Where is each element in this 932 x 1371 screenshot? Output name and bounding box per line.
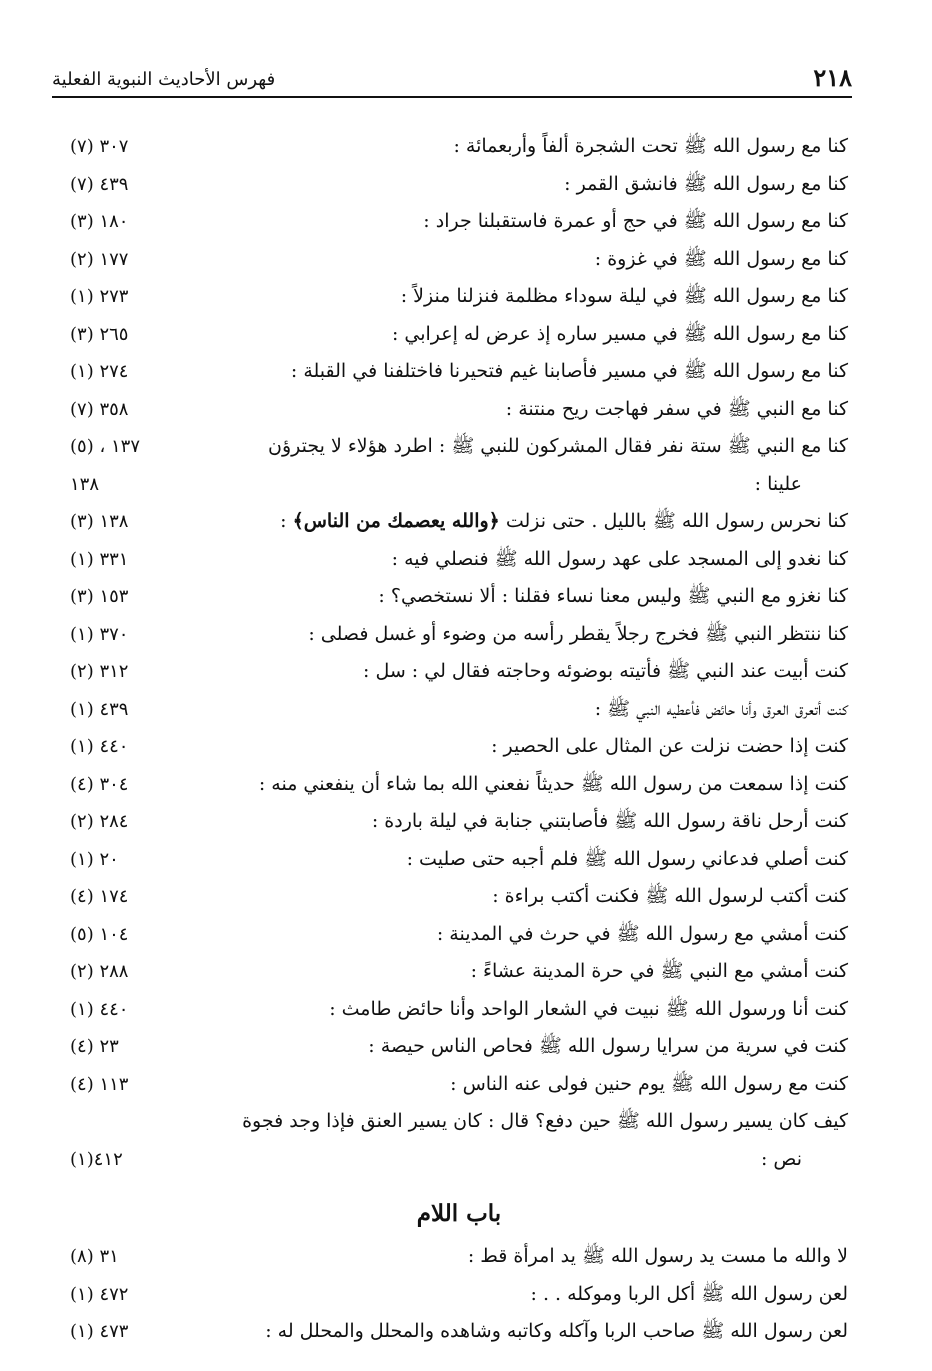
section-title: باب اللام xyxy=(416,1200,502,1227)
index-entry xyxy=(70,878,848,916)
entry-reference: ٢٣ (٤) xyxy=(70,1036,119,1057)
entry-text xyxy=(70,503,848,541)
entry-text: كنا ننتظر النبي ﷺ فخرج رجلاً يقطر رأسه من وضوء أو غسل فصلى : xyxy=(308,622,848,645)
index-entry xyxy=(70,278,848,316)
index-entry xyxy=(70,691,848,729)
index-entry xyxy=(70,803,848,841)
entry-text: كنت أنا ورسول الله ﷺ نبيت في الشعار الواحد وأنا حائض طامث : xyxy=(329,997,848,1020)
entry-reference: ٣٠٤ (٤) xyxy=(70,773,129,795)
entry-reference: ١٥٣ (٣) xyxy=(70,586,129,607)
index-entry xyxy=(70,391,848,429)
entry-text: نص : xyxy=(760,1147,802,1170)
entry-text: كنت إذا سمعت من رسول الله ﷺ حديثاً نفعني الله بما شاء أن ينفعني منه : xyxy=(258,772,848,795)
entry-text: كنا مع النبي ﷺ في سفر فهاجت ريح منتنة : xyxy=(505,397,848,420)
entry-text: كنا مع رسول الله ﷺ في حج أو عمرة فاستقبلنا جراد : xyxy=(423,210,848,232)
index-entry xyxy=(70,1238,848,1276)
entry-reference: ١٨٠ (٣) xyxy=(70,211,129,232)
index-entry xyxy=(70,616,848,654)
entry-text: لعن رسول الله ﷺ أكل الربا وموكله . . : xyxy=(530,1282,848,1305)
index-entry xyxy=(70,991,848,1029)
quran-verse: ﴿والله يعصمك من الناس﴾ xyxy=(292,510,500,532)
index-entry xyxy=(70,916,848,954)
entry-reference: ٢٧٣ (١) xyxy=(70,286,129,307)
index-entry xyxy=(70,166,848,204)
entry-text: كنت أكتب لرسول الله ﷺ فكنت أكتب براءة : xyxy=(492,885,848,907)
index-entry xyxy=(70,1313,848,1351)
index-entry xyxy=(70,353,848,391)
index-entry xyxy=(70,241,848,279)
running-title: فهرس الأحاديث النبوية الفعلية xyxy=(52,69,276,90)
entry-reference: ٤٧٢ (١) xyxy=(70,1283,129,1305)
entry-text: كنت أتعرق العرق وأنا حائض فأعطيه النبي ﷺ : xyxy=(594,697,848,720)
entry-text: كنا مع رسول الله ﷺ في مسير ساره إذ عرض له إعرابي : xyxy=(391,322,848,345)
entry-reference: ١٧٧ (٢) xyxy=(70,248,129,270)
entry-text: كنت أمشي مع رسول الله ﷺ في حرث في المدينة : xyxy=(436,922,848,945)
index-entry xyxy=(70,203,848,241)
index-entry-continuation xyxy=(70,1141,848,1179)
entry-text: كنا نغزو مع النبي ﷺ وليس معنا نساء فقلنا : ألا نستخصي؟ : xyxy=(378,585,848,607)
entry-reference: ١٣٨ (٣) xyxy=(70,511,129,532)
index-entry xyxy=(70,953,848,991)
index-entry xyxy=(70,316,848,354)
entry-reference: ١١٣ (٤) xyxy=(70,1073,129,1095)
index-entry xyxy=(70,841,848,879)
entry-reference: ١٠٤ (٥) xyxy=(70,923,129,945)
entry-text: كنت أبيت عند النبي ﷺ فأتيته بوضوئه وحاجته فقال لي : سل : xyxy=(363,660,848,682)
index-list xyxy=(70,128,848,1351)
entry-reference: ٢٦٥ (٣) xyxy=(70,323,129,345)
index-entry xyxy=(70,1066,848,1104)
entry-reference: ٣٧٠ (١) xyxy=(70,623,129,645)
entry-reference: ٣٠٧ (٧) xyxy=(70,136,129,157)
entry-text: كنت إذا حضت نزلت عن المثال على الحصير : xyxy=(491,735,848,757)
index-entry xyxy=(70,578,848,616)
entry-text: كنا نغدو إلى المسجد على عهد رسول الله ﷺ فنصلي فيه : xyxy=(391,547,848,570)
entry-text: كنت في سرية من سرايا رسول الله ﷺ فحاص الناس حيصة : xyxy=(368,1035,848,1057)
page-number: ٢١٨ xyxy=(813,63,852,92)
index-entry xyxy=(70,128,848,166)
entry-reference: ٤٤٠ (١) xyxy=(70,998,129,1020)
entry-reference: (٥) ١٣٧ ، ١٣٨ xyxy=(70,436,140,495)
entry-text: كنت أرحل ناقة رسول الله ﷺ فأصابتني جنابة في ليلة باردة : xyxy=(371,810,848,832)
entry-text: كنا مع رسول الله ﷺ تحت الشجرة ألفاً وأربعمائة : xyxy=(453,135,848,157)
entry-text: كنت مع رسول الله ﷺ يوم حنين فولى عنه الناس : xyxy=(450,1072,848,1095)
entry-reference: ٤٣٩ (١) xyxy=(70,698,129,720)
entry-text: كنت أمشي مع النبي ﷺ في حرة المدينة عشاءً : xyxy=(470,960,848,982)
entry-reference: ٣٥٨ (٧) xyxy=(70,398,129,420)
entry-reference: ١٧٤ (٤) xyxy=(70,886,129,907)
index-entry xyxy=(70,1028,848,1066)
entry-text: كنا مع رسول الله ﷺ في غزوة : xyxy=(594,247,848,270)
index-entry xyxy=(70,1276,848,1314)
entry-reference: ٢٨٤ (٢) xyxy=(70,811,129,832)
entry-reference: ٢٨٨ (٢) xyxy=(70,961,129,982)
entry-reference: ٤١٢(١) xyxy=(70,1148,123,1170)
index-entry xyxy=(70,766,848,804)
entry-reference: ٣١ (٨) xyxy=(70,1246,119,1267)
entry-reference: ٤٧٣ (١) xyxy=(70,1321,129,1342)
page-header xyxy=(52,58,852,98)
index-entry xyxy=(70,728,848,766)
entry-text: لا والله ما مست يد رسول الله ﷺ يد امرأة قط : xyxy=(467,1245,848,1267)
entry-text: علينا : xyxy=(754,472,802,495)
index-entry xyxy=(70,1103,848,1141)
entry-text: كيف كان يسير رسول الله ﷺ حين دفع؟ قال : كان يسير العنق فإذا وجد فجوة xyxy=(242,1110,848,1132)
entry-reference: ٣٣١ (١) xyxy=(70,548,129,570)
entry-reference: ٣١٢ (٢) xyxy=(70,661,129,682)
entry-text: كنا مع رسول الله ﷺ فانشق القمر : xyxy=(564,172,848,195)
index-entry xyxy=(70,503,848,541)
index-entry xyxy=(70,428,848,466)
entry-text-before: كنا نحرس رسول الله ﷺ بالليل . حتى نزلت xyxy=(499,510,848,532)
entry-reference: ٢٧٤ (١) xyxy=(70,361,129,382)
entry-text-after: : xyxy=(280,510,293,532)
entry-reference: ٢٠ (١) xyxy=(70,848,119,870)
entry-text: كنا مع رسول الله ﷺ في ليلة سوداء مظلمة فنزلنا منزلاً : xyxy=(400,285,848,307)
entry-text: كنا مع النبي ﷺ ستة نفر فقال المشركون للنبي ﷺ : اطرد هؤلاء لا يجترؤن xyxy=(268,435,848,457)
index-entry xyxy=(70,541,848,579)
entry-reference: ٤٤٠ (١) xyxy=(70,736,129,757)
index-entry xyxy=(70,653,848,691)
entry-text: كنت أصلي فدعاني رسول الله ﷺ فلم أجبه حتى صليت : xyxy=(406,847,848,870)
entry-reference: ٤٣٩ (٧) xyxy=(70,173,129,195)
entry-text: لعن رسول الله ﷺ صاحب الربا وآكله وكاتبه وشاهده والمحلل والمحلل له : xyxy=(265,1320,848,1342)
entry-text: كنا مع رسول الله ﷺ في مسير فأصابنا غيم فتحيرنا فاختلفنا في القبلة : xyxy=(290,360,848,382)
